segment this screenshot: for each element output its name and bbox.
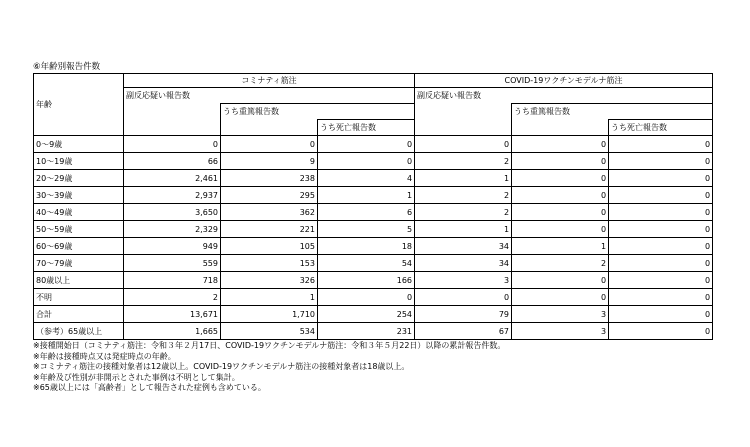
value-cell-b-deaths: 0 bbox=[609, 136, 713, 153]
value-cell-a-deaths: 0 bbox=[318, 153, 415, 170]
value-cell-a-deaths: 231 bbox=[318, 323, 415, 340]
value-cell-b-deaths: 0 bbox=[609, 170, 713, 187]
value-cell-a-serious: 105 bbox=[221, 238, 318, 255]
value-cell-b-deaths: 0 bbox=[609, 153, 713, 170]
footnotes bbox=[33, 341, 714, 394]
value-cell-a-total: 559 bbox=[124, 255, 221, 272]
table-row bbox=[34, 238, 713, 255]
value-cell-a-serious: 1 bbox=[221, 289, 318, 306]
value-cell-a-serious: 153 bbox=[221, 255, 318, 272]
value-cell-b-total: 0 bbox=[415, 136, 512, 153]
table-row bbox=[34, 323, 713, 340]
value-cell-b-total: 2 bbox=[415, 187, 512, 204]
age-header: 年齢 bbox=[34, 74, 124, 136]
table-row bbox=[34, 255, 713, 272]
value-cell-a-total: 13,671 bbox=[124, 306, 221, 323]
value-cell-a-total: 0 bbox=[124, 136, 221, 153]
table-row bbox=[34, 153, 713, 170]
group-b-deaths-header: うち死亡報告数 bbox=[609, 120, 713, 136]
value-cell-b-total: 2 bbox=[415, 204, 512, 221]
value-cell-a-serious: 238 bbox=[221, 170, 318, 187]
value-cell-a-total: 3,650 bbox=[124, 204, 221, 221]
table-title: ⑥年齢別報告件数 bbox=[33, 62, 101, 72]
value-cell-b-total: 0 bbox=[415, 289, 512, 306]
value-cell-b-serious: 0 bbox=[512, 221, 609, 238]
value-cell-a-total: 2 bbox=[124, 289, 221, 306]
value-cell-a-serious: 0 bbox=[221, 136, 318, 153]
value-cell-b-serious: 0 bbox=[512, 204, 609, 221]
value-cell-b-serious: 0 bbox=[512, 272, 609, 289]
value-cell-b-deaths: 0 bbox=[609, 238, 713, 255]
value-cell-b-serious: 3 bbox=[512, 323, 609, 340]
footnote: ※コミナティ筋注の接種対象者は12歳以上。COVID-19ワクチンモデルナ筋注の接種対象者は18歳以上。 bbox=[33, 362, 410, 372]
header-row-1 bbox=[34, 74, 713, 88]
age-cell: （参考）65歳以上 bbox=[34, 323, 124, 340]
group-a-reports-spacer bbox=[124, 104, 221, 136]
age-cell: 50〜59歳 bbox=[34, 221, 124, 238]
value-cell-b-deaths: 0 bbox=[609, 255, 713, 272]
age-cell: 20〜29歳 bbox=[34, 170, 124, 187]
table-row bbox=[34, 221, 713, 238]
value-cell-a-serious: 221 bbox=[221, 221, 318, 238]
value-cell-a-deaths: 5 bbox=[318, 221, 415, 238]
value-cell-a-serious: 295 bbox=[221, 187, 318, 204]
value-cell-a-total: 718 bbox=[124, 272, 221, 289]
value-cell-b-deaths: 0 bbox=[609, 204, 713, 221]
table-row bbox=[34, 289, 713, 306]
value-cell-b-serious: 3 bbox=[512, 306, 609, 323]
value-cell-a-total: 949 bbox=[124, 238, 221, 255]
value-cell-a-serious: 326 bbox=[221, 272, 318, 289]
table-row bbox=[34, 136, 713, 153]
header-row-2 bbox=[34, 88, 713, 104]
value-cell-b-total: 34 bbox=[415, 255, 512, 272]
value-cell-b-deaths: 0 bbox=[609, 306, 713, 323]
value-cell-a-total: 2,937 bbox=[124, 187, 221, 204]
age-cell: 80歳以上 bbox=[34, 272, 124, 289]
group-b-reports-spacer bbox=[415, 104, 512, 136]
value-cell-b-total: 34 bbox=[415, 238, 512, 255]
value-cell-a-deaths: 4 bbox=[318, 170, 415, 187]
value-cell-b-serious: 0 bbox=[512, 187, 609, 204]
value-cell-b-serious: 0 bbox=[512, 136, 609, 153]
group-b-reports-header: 副反応疑い報告数 bbox=[415, 88, 713, 104]
group-b-serious-spacer bbox=[512, 120, 609, 136]
table-row bbox=[34, 170, 713, 187]
group-a-serious-spacer bbox=[221, 120, 318, 136]
value-cell-b-deaths: 0 bbox=[609, 289, 713, 306]
value-cell-b-total: 79 bbox=[415, 306, 512, 323]
group-a-header: コミナティ筋注 bbox=[124, 74, 415, 88]
footnote: ※年齢は接種時点又は発症時点の年齢。 bbox=[33, 351, 176, 361]
report-section bbox=[33, 62, 714, 394]
value-cell-b-total: 3 bbox=[415, 272, 512, 289]
value-cell-b-serious: 2 bbox=[512, 255, 609, 272]
value-cell-a-serious: 362 bbox=[221, 204, 318, 221]
value-cell-b-total: 1 bbox=[415, 221, 512, 238]
age-cell: 0〜9歳 bbox=[34, 136, 124, 153]
table-row bbox=[34, 187, 713, 204]
value-cell-b-serious: 0 bbox=[512, 289, 609, 306]
value-cell-b-total: 67 bbox=[415, 323, 512, 340]
age-report-table bbox=[33, 73, 713, 340]
group-b-serious-header: うち重篤報告数 bbox=[512, 104, 713, 120]
table-row bbox=[34, 272, 713, 289]
value-cell-b-deaths: 0 bbox=[609, 272, 713, 289]
value-cell-a-deaths: 54 bbox=[318, 255, 415, 272]
footnote: ※接種開始日（コミナティ筋注：令和３年２月17日、COVID-19ワクチンモデルナ筋注：令和３年５月22日）以降の累計報告件数。 bbox=[33, 341, 506, 350]
footnote: ※年齢及び性別が非開示とされた事例は不明として集計。 bbox=[33, 372, 240, 382]
value-cell-b-serious: 0 bbox=[512, 170, 609, 187]
group-a-deaths-header: うち死亡報告数 bbox=[318, 120, 415, 136]
value-cell-a-deaths: 1 bbox=[318, 187, 415, 204]
age-cell: 30〜39歳 bbox=[34, 187, 124, 204]
value-cell-b-deaths: 0 bbox=[609, 187, 713, 204]
age-cell: 不明 bbox=[34, 289, 124, 306]
value-cell-a-deaths: 18 bbox=[318, 238, 415, 255]
value-cell-a-total: 2,461 bbox=[124, 170, 221, 187]
value-cell-a-total: 2,329 bbox=[124, 221, 221, 238]
age-cell: 70〜79歳 bbox=[34, 255, 124, 272]
value-cell-b-serious: 1 bbox=[512, 238, 609, 255]
group-a-serious-header: うち重篤報告数 bbox=[221, 104, 415, 120]
value-cell-a-total: 1,665 bbox=[124, 323, 221, 340]
value-cell-b-deaths: 0 bbox=[609, 221, 713, 238]
value-cell-a-serious: 534 bbox=[221, 323, 318, 340]
age-cell: 40〜49歳 bbox=[34, 204, 124, 221]
footnote: ※65歳以上には「高齢者」として報告された症例も含めている。 bbox=[33, 383, 266, 393]
value-cell-b-total: 1 bbox=[415, 170, 512, 187]
value-cell-a-deaths: 6 bbox=[318, 204, 415, 221]
age-cell: 10〜19歳 bbox=[34, 153, 124, 170]
value-cell-b-serious: 0 bbox=[512, 153, 609, 170]
value-cell-a-deaths: 0 bbox=[318, 289, 415, 306]
value-cell-a-serious: 1,710 bbox=[221, 306, 318, 323]
age-cell: 60〜69歳 bbox=[34, 238, 124, 255]
table-row bbox=[34, 306, 713, 323]
group-a-reports-header: 副反応疑い報告数 bbox=[124, 88, 415, 104]
group-b-header: COVID-19ワクチンモデルナ筋注 bbox=[415, 74, 713, 88]
value-cell-a-total: 66 bbox=[124, 153, 221, 170]
table-row bbox=[34, 204, 713, 221]
value-cell-a-deaths: 0 bbox=[318, 136, 415, 153]
header-row-3 bbox=[34, 104, 713, 120]
value-cell-b-deaths: 0 bbox=[609, 323, 713, 340]
value-cell-a-deaths: 254 bbox=[318, 306, 415, 323]
age-cell: 合計 bbox=[34, 306, 124, 323]
value-cell-b-total: 2 bbox=[415, 153, 512, 170]
value-cell-a-deaths: 166 bbox=[318, 272, 415, 289]
value-cell-a-serious: 9 bbox=[221, 153, 318, 170]
